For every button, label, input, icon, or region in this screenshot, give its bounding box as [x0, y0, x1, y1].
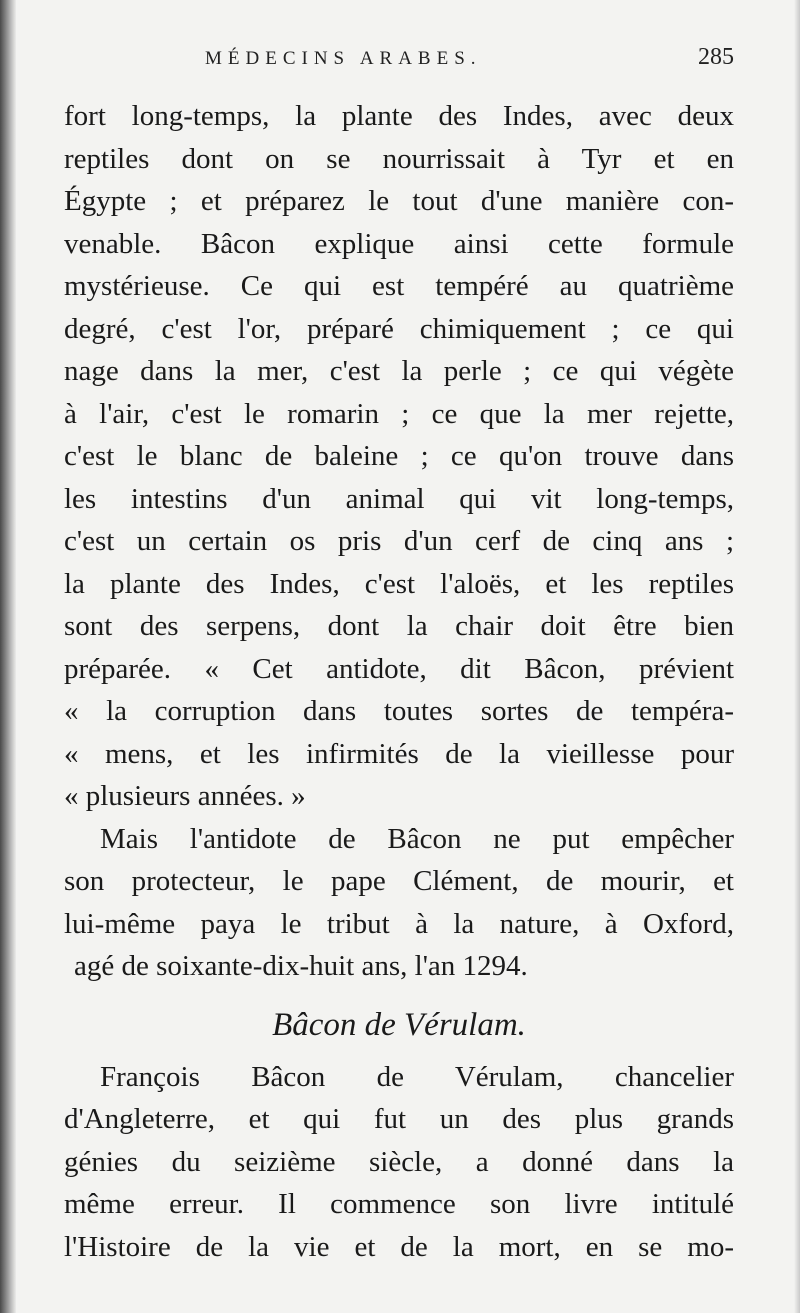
text-line: sont des serpens, dont la chair doit être bien: [64, 610, 734, 642]
paragraph-1: [64, 95, 734, 818]
paragraph-2: [64, 818, 734, 988]
text-line: à l'air, c'est le romarin ; ce que la mer rejette,: [64, 397, 734, 430]
text-line: même erreur. Il commence son livre intitulé: [64, 1188, 734, 1220]
text-line: « plusieurs années. »: [64, 780, 306, 812]
text-line: « la corruption dans toutes sortes de tempéra-: [64, 695, 734, 727]
text-line: lui-même paya le tribut à la nature, à Oxford,: [64, 907, 734, 940]
paragraph-3: [64, 1056, 734, 1269]
text-line: Égypte ; et préparez le tout d'une manière con-: [64, 185, 734, 217]
text-line: l'Histoire de la vie et de la mort, en se mo-: [64, 1230, 734, 1263]
body-text: [64, 95, 734, 1268]
page-right-edge-shadow: [794, 0, 800, 1313]
section-title: Bâcon de Vérulam.: [272, 1006, 526, 1043]
text-line: la plante des Indes, c'est l'aloës, et les reptiles: [64, 567, 734, 600]
text-line: mystérieuse. Ce qui est tempéré au quatrième: [64, 270, 734, 302]
text-line: préparée. « Cet antidote, dit Bâcon, prévient: [64, 652, 734, 685]
page-number: 285: [698, 44, 734, 70]
text-line: reptiles dont on se nourrissait à Tyr et en: [64, 142, 734, 175]
text-line: degré, c'est l'or, préparé chimiquement ; ce qui: [64, 312, 734, 345]
text-line: d'Angleterre, et qui fut un des plus grands: [64, 1103, 734, 1135]
text-line: c'est un certain os pris d'un cerf de cinq ans ;: [64, 525, 734, 557]
text-line: Mais l'antidote de Bâcon ne put empêcher: [100, 822, 734, 855]
running-header: MÉDECINS ARABES.: [205, 48, 482, 69]
text-line: « mens, et les infirmités de la vieillesse pour: [64, 737, 734, 770]
text-line: venable. Bâcon explique ainsi cette formule: [64, 227, 734, 260]
text-line: son protecteur, le pape Clément, de mourir, et: [64, 865, 734, 897]
page-left-edge-shadow: [0, 0, 16, 1313]
text-line: génies du seizième siècle, a donné dans la: [64, 1145, 734, 1178]
text-line: nage dans la mer, c'est la perle ; ce qui végète: [64, 355, 734, 387]
text-line: c'est le blanc de baleine ; ce qu'on trouve dans: [64, 440, 734, 472]
text-line: les intestins d'un animal qui vit long-temps,: [64, 482, 734, 515]
text-line: François Bâcon de Vérulam, chancelier: [100, 1060, 734, 1093]
text-line: agé de soixante-dix-huit ans, l'an 1294.: [74, 950, 528, 982]
text-line: fort long-temps, la plante des Indes, avec deux: [64, 100, 734, 132]
